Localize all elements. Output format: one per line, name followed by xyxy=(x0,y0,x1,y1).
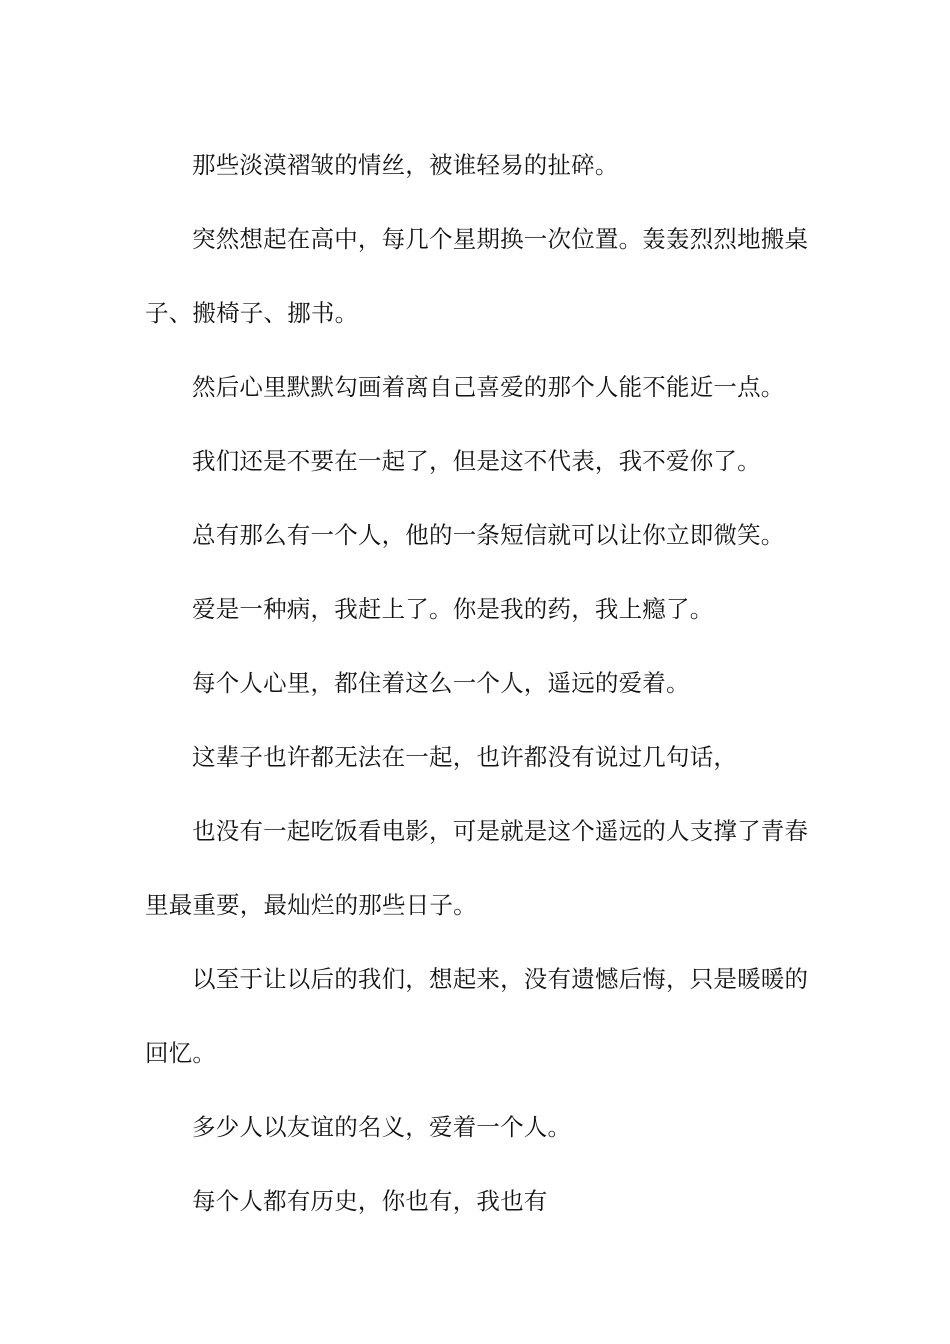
paragraph: 也没有一起吃饭看电影，可是就是这个遥远的人支撑了青春里最重要，最灿烂的那些日子。 xyxy=(145,817,809,919)
paragraph: 那些淡漠褶皱的情丝，被谁轻易的扯碎。 xyxy=(192,151,619,179)
paragraph: 每个人都有历史，你也有，我也有 xyxy=(192,1187,548,1215)
paragraph: 每个人心里，都住着这么一个人，遥远的爱着。 xyxy=(192,669,690,697)
paragraph: 总有那么有一个人，他的一条短信就可以让你立即微笑。 xyxy=(192,521,785,549)
paragraph: 突然想起在高中，每几个星期换一次位置。轰轰烈烈地搬桌子、搬椅子、挪书。 xyxy=(145,225,809,327)
paragraph: 我们还是不要在一起了，但是这不代表，我不爱你了。 xyxy=(192,447,761,475)
paragraph: 然后心里默默勾画着离自己喜爱的那个人能不能近一点。 xyxy=(192,373,785,401)
paragraph: 多少人以友谊的名义，爱着一个人。 xyxy=(192,1113,572,1141)
document-body xyxy=(145,128,810,1238)
paragraph: 爱是一种病，我赶上了。你是我的药，我上瘾了。 xyxy=(192,595,714,623)
paragraph: 这辈子也许都无法在一起，也许都没有说过几句话， xyxy=(192,743,738,771)
paragraph: 以至于让以后的我们，想起来，没有遗憾后悔，只是暖暖的回忆。 xyxy=(145,965,809,1067)
